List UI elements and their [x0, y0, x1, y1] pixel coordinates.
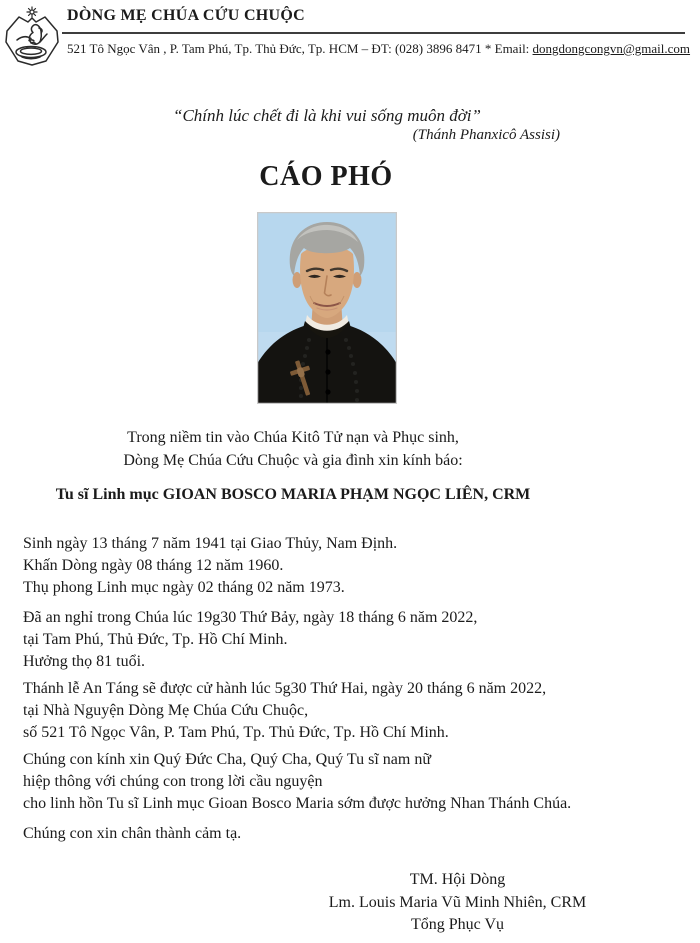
death-time-line: Đã an nghỉ trong Chúa lúc 19g30 Thứ Bảy, ngày 18 tháng 6 năm 2022, [23, 609, 478, 626]
request-line-1: Chúng con kính xin Quý Đức Cha, Quý Cha, Quý Tu sĩ nam nữ [23, 751, 432, 768]
quote-attribution: (Thánh Phanxicô Assisi) [412, 127, 560, 143]
prayer-request-paragraph [23, 749, 687, 815]
email-link[interactable]: dongdongcongvn@gmail.com [532, 41, 691, 56]
request-line-3: cho linh hồn Tu sĩ Linh mục Gioan Bosco Maria sớm được hưởng Nhan Thánh Chúa. [23, 795, 572, 812]
request-line-2: hiệp thông với chúng con trong lời cầu nguyện [23, 773, 323, 790]
deceased-portrait-photo [257, 212, 397, 404]
header-divider [62, 32, 685, 34]
intro-line-1: Trong niềm tin vào Chúa Kitô Tử nạn và Phục sinh, [127, 429, 459, 446]
funeral-time-line: Thánh lễ An Táng sẽ được cử hành lúc 5g30 Thứ Hai, ngày 20 tháng 6 năm 2022, [23, 680, 547, 697]
birth-line: Sinh ngày 13 tháng 7 năm 1941 tại Giao Thủy, Nam Định. [23, 535, 398, 552]
opening-quote: “Chính lúc chết đi là khi vui sống muôn đời” [173, 106, 481, 125]
signature-role: Tổng Phục Vụ [410, 916, 505, 933]
signature-name: Lm. Louis Maria Vũ Minh Nhiên, CRM [328, 893, 587, 911]
signature-on-behalf: TM. Hội Dòng [409, 871, 506, 888]
org-name: DÒNG MẸ CHÚA CỨU CHUỘC [67, 7, 305, 24]
death-place-line: tại Tam Phú, Thủ Đức, Tp. Hồ Chí Minh. [23, 631, 288, 648]
congregation-emblem-icon [1, 5, 63, 67]
funeral-place-line: tại Nhà Nguyện Dòng Mẹ Chúa Cứu Chuộc, [23, 702, 309, 719]
vitals-paragraph [23, 533, 687, 599]
signature-block [305, 869, 610, 937]
age-line: Hưởng thọ 81 tuổi. [23, 653, 146, 670]
address-text: 521 Tô Ngọc Vân , P. Tam Phú, Tp. Thủ Đức, Tp. HCM – ĐT: (028) 3896 8471 * Email: [67, 41, 533, 56]
death-paragraph [23, 607, 687, 673]
thanks-paragraph [23, 823, 687, 845]
thanks-line: Chúng con xin chân thành cảm tạ. [23, 825, 242, 842]
funeral-paragraph [23, 678, 687, 744]
intro-line-2: Dòng Mẹ Chúa Cứu Chuộc và gia đình xin kính báo: [123, 452, 463, 469]
deceased-name: Tu sĩ Linh mục GIOAN BOSCO MARIA PHẠM NGỌC LIÊN, CRM [55, 486, 531, 503]
vows-line: Khấn Dòng ngày 08 tháng 12 năm 1960. [23, 557, 284, 574]
ordination-line: Thụ phong Linh mục ngày 02 tháng 02 năm 1973. [23, 579, 345, 596]
funeral-address-line: số 521 Tô Ngọc Vân, P. Tam Phú, Tp. Thủ Đức, Tp. Hồ Chí Minh. [23, 724, 449, 741]
address-line [67, 41, 690, 57]
announcement-intro [23, 426, 563, 472]
document-title: CÁO PHÓ [259, 161, 393, 192]
